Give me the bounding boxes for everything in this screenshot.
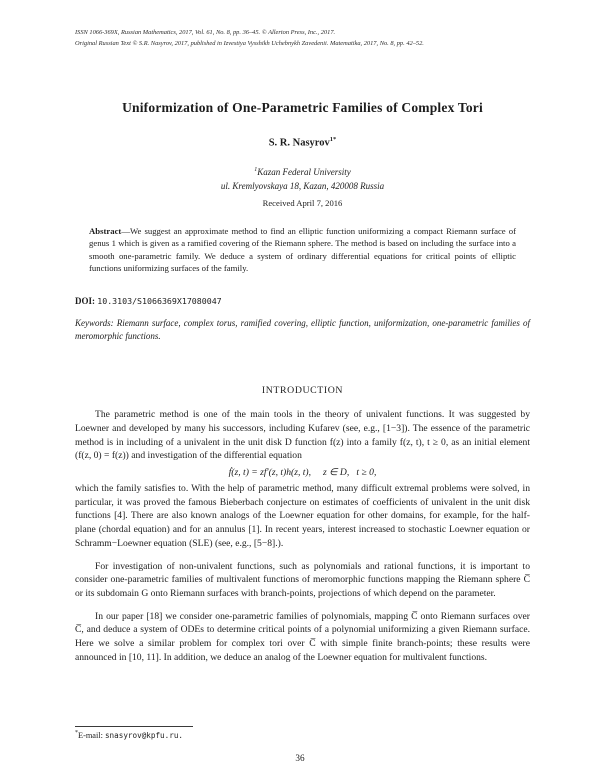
abstract (89, 225, 516, 274)
affiliation-address: ul. Kremlyovskaya 18, Kazan, 420008 Russia (220, 180, 385, 191)
paragraph-1: The parametric method is one of the main tools in the theory of univalent functions. It was suggested by Loewner and developed by many his successors, including Kufarev (see, e.g., [1−3]). The essence of the parametric method is in including of a univalent in the unit disk D function f(z) into a family f(z, t), t ≥ 0, as an initial element (f(z, 0) = f(z)) and investigation of the differential equation (75, 409, 530, 462)
paragraph-3: For investigation of non-univalent functions, such as polynomials and rational functions, it is important to consider one-parametric families of multivalent functions of meromorphic functions mapping the Riemann sphere C̅ or its subdomain G onto Riemann surfaces with branch-points, projections of which depend on the parameter. (75, 560, 530, 599)
affiliation-block (75, 166, 530, 193)
introduction-body (75, 408, 530, 665)
footnote-marker: * (75, 730, 78, 737)
abstract-label: Abstract (89, 226, 122, 237)
affiliation-marker: 1 (254, 167, 258, 174)
journal-header-line2: Original Russian Text © S.R. Nasyrov, 2017, published in Izvestiya Vysshikh Uchebnykh Zavedenii. Matematika, 2017, No. 8, pp. 42–52. (75, 39, 424, 47)
keywords-text: Riemann surface, complex torus, ramified covering, elliptic function, uniformization, one-parametric families of meromorphic functions. (75, 317, 530, 342)
keywords (75, 317, 530, 343)
doi-line (75, 296, 530, 306)
doi-value: 10.3103/S1066369X17080047 (97, 295, 222, 306)
footnote-rule (75, 726, 193, 727)
keywords-label: Keywords: (75, 317, 114, 328)
affiliation-university-line (75, 166, 530, 180)
footnote-email: snasyrov@kpfu.ru. (104, 731, 184, 740)
page-number: 36 (295, 753, 305, 763)
footnote-label: E-mail: (78, 731, 105, 740)
journal-header (75, 28, 530, 50)
paragraph-2: which the family satisfies to. With the help of parametric method, many difficult extremal problems were solved, in particular, it was proved the famous Bieberbach conjecture on estimates of coefficients of univalent in the unit disk functions [4]. There are also known analogs of the Loewner equation for other domains, for example, for the half-plane (chordal equation) and for an annulus [1]. In recent years, interest increased to stochastic Loewner equation or Schramm−Loewner equation (SLE) (see, e.g., [5−8].). (75, 482, 530, 549)
author-line (75, 136, 530, 149)
affiliation-university: Kazan Federal University (257, 167, 351, 178)
paragraph-4: In our paper [18] we consider one-parametric families of polynomials, mapping C̅ onto Riemann surfaces over C̅, and deduce a system of ODEs to determine critical points of a polynomial uniformizing a given Riemann surface. Here we solve a similar problem for complex tori over C̅ with simple finite branch-points; these results were announced in [10, 11]. In addition, we deduce an analog of the Loewner equation for multivalent functions. (75, 610, 530, 663)
paper-title: Uniformization of One-Parametric Families of Complex Tori (122, 99, 483, 115)
section-heading-introduction: INTRODUCTION (261, 385, 344, 397)
footnote (75, 726, 193, 740)
journal-header-line1: ISSN 1066-369X, Russian Mathematics, 2017, Vol. 61, No. 8, pp. 36–45. © Allerton Press, Inc., 2017. (75, 29, 336, 36)
author-name: S. R. Nasyrov (268, 137, 330, 149)
received-date: Received April 7, 2016 (262, 198, 343, 209)
author-superscript: 1* (329, 135, 337, 143)
abstract-text: —We suggest an approximate method to find an elliptic function uniformizing a compact Riemann surface of genus 1 which is given as a ramified covering of the Riemann sphere. The method is based on including the surface into a smooth one-parametric family. We deduce a system of ordinary differential equations for critical points of elliptic functions uniformizing surfaces of the family. (89, 226, 516, 273)
loewner-equation: ḟ(z, t) = zf′(z, t)h(z, t), z ∈ D, t ≥ 0, (228, 466, 377, 478)
doi-label: DOI: (75, 295, 95, 306)
